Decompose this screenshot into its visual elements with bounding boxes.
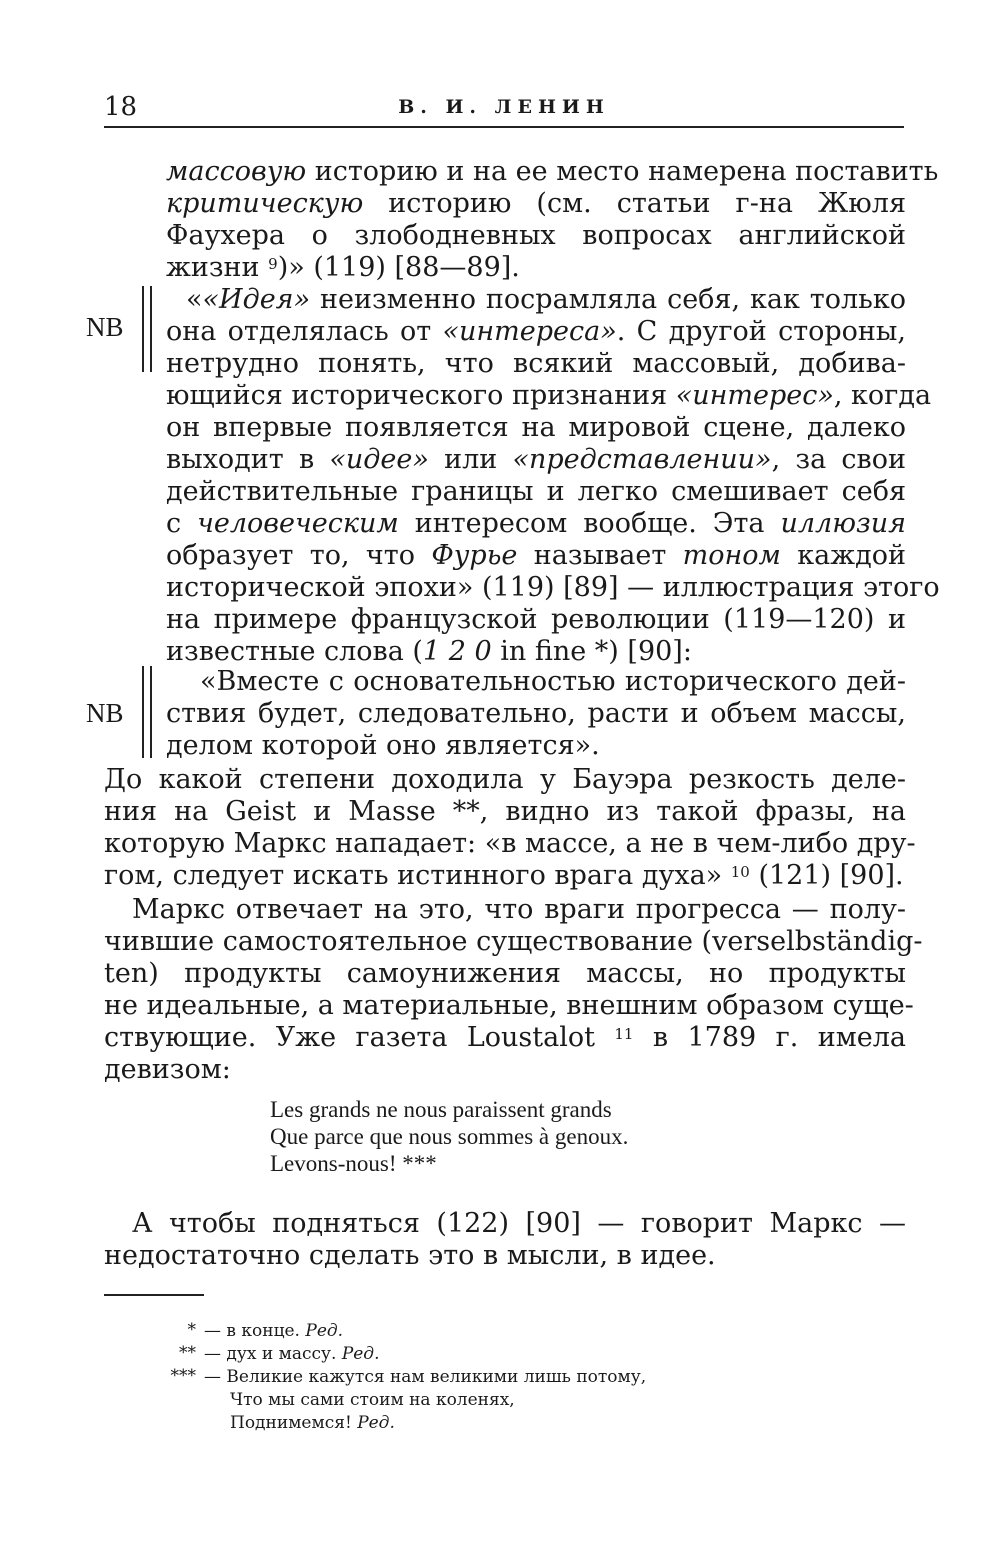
text-line: чившие самостоятельное существование (verselbständig- bbox=[104, 926, 923, 957]
margin-double-bar bbox=[142, 286, 152, 372]
footnote-mark: *** bbox=[170, 1366, 196, 1386]
page-number: 18 bbox=[104, 92, 138, 122]
footnote-line: Поднимемся! Ред. bbox=[230, 1413, 395, 1433]
running-header bbox=[104, 92, 904, 126]
text-line: До какой степени доходила у Бауэра резкость деле- bbox=[104, 764, 906, 795]
text-line: Фаухера о злободневных вопросах английской bbox=[166, 220, 906, 251]
text-line: которую Маркс нападает: «в массе, а не в чем-либо дру- bbox=[104, 828, 916, 859]
running-title: В. И. ЛЕНИН bbox=[398, 96, 610, 118]
nb-margin-note: NB bbox=[86, 312, 124, 342]
text-line: ния на Geist и Masse **, видно из такой фразы, на bbox=[104, 796, 906, 827]
text-line: ««Идея» неизменно посрамляла себя, как только bbox=[186, 284, 906, 315]
text-line: нетрудно понять, что всякий массовый, добива- bbox=[166, 348, 906, 379]
text-line: он впервые появляется на мировой сцене, далеко bbox=[166, 412, 906, 443]
text-line: ствующие. Уже газета Loustalot $^{11}$ в 1789 г. имела bbox=[104, 1022, 906, 1053]
header-rule bbox=[104, 126, 904, 128]
text-line: жизни $^9$)» (119) [88—89]. bbox=[166, 252, 520, 283]
text-line: А чтобы подняться (122) [90] — говорит Маркс — bbox=[132, 1208, 906, 1239]
text-line: Маркс отвечает на это, что враги прогресса — полу- bbox=[132, 894, 906, 925]
footnote-mark: ** bbox=[179, 1343, 196, 1363]
text-line: недостаточно сделать это в мысли, в идее. bbox=[104, 1240, 716, 1271]
note-ref: 10 bbox=[730, 863, 750, 881]
text-line: не идеальные, а материальные, внешним образом суще- bbox=[104, 990, 914, 1021]
note-ref: 9 bbox=[268, 255, 278, 273]
text-line: она отделялась от «интереса». С другой стороны, bbox=[166, 316, 906, 347]
text-line: на примере французской революции (119—120) и bbox=[166, 604, 906, 635]
text-line: ствия будет, следовательно, расти и объем массы, bbox=[166, 698, 906, 729]
footnote: — в конце. Ред. bbox=[204, 1321, 344, 1341]
verse-line: Levons-nous! *** bbox=[270, 1151, 437, 1176]
margin-double-bar bbox=[142, 666, 152, 758]
nb-margin-note: NB bbox=[86, 698, 124, 728]
text-line: действительные границы и легко смешивает себя bbox=[166, 476, 906, 507]
verse-line: Que parce que nous sommes à genoux. bbox=[270, 1124, 629, 1149]
text-line: ten) продукты самоунижения массы, но продукты bbox=[104, 958, 906, 989]
text-line: исторической эпохи» (119) [89] — иллюстрация этого bbox=[166, 572, 940, 603]
text-line: образует то, что Фурье называет тоном каждой bbox=[166, 540, 906, 571]
text-line: ющийся исторического признания «интерес», когда bbox=[166, 380, 932, 411]
text-line: делом которой оно является». bbox=[166, 730, 600, 761]
text-line: девизом: bbox=[104, 1054, 231, 1085]
text-line: массовую историю и на ее место намерена поставить bbox=[166, 156, 939, 187]
footnote-mark: * bbox=[187, 1320, 196, 1340]
footnote-rule bbox=[104, 1294, 204, 1296]
text-line: «Вместе с основательностью исторического дей- bbox=[200, 666, 906, 697]
footnote: — Великие кажутся нам великими лишь потому, bbox=[204, 1367, 647, 1387]
note-ref: 11 bbox=[614, 1025, 634, 1043]
text-line: гом, следует искать истинного врага духа» $^{10}$ (121) [90]. bbox=[104, 860, 904, 891]
footnote-line: Что мы сами стоим на коленях, bbox=[230, 1390, 515, 1410]
text-line: с человеческим интересом вообще. Эта иллюзия bbox=[166, 508, 906, 539]
text-line: известные слова (1 2 0 in fine *) [90]: bbox=[166, 636, 692, 667]
footnote: — дух и массу. Ред. bbox=[204, 1344, 380, 1364]
text-line: критическую историю (см. статьи г-на Жюля bbox=[166, 188, 906, 219]
text-line: выходит в «идее» или «представлении», за свои bbox=[166, 444, 906, 475]
verse-line: Les grands ne nous paraissent grands bbox=[270, 1097, 612, 1122]
